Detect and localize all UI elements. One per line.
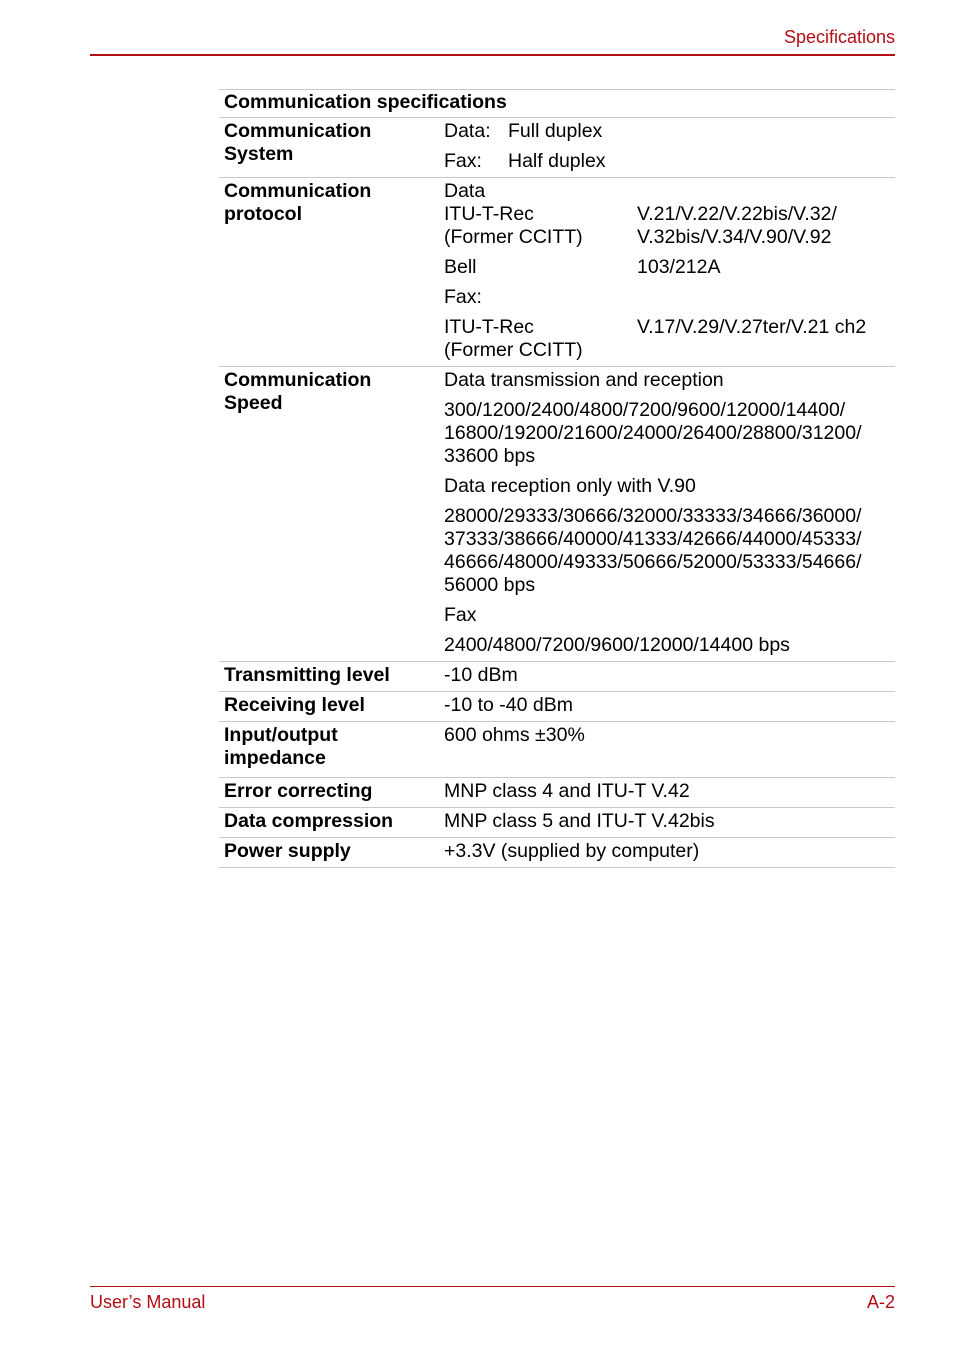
speed-line-3: Data reception only with V.90	[444, 475, 696, 497]
label-communication-system: Communication System	[224, 120, 372, 165]
speed-line-1: Data transmission and reception	[444, 369, 724, 391]
label-power-supply: Power supply	[224, 840, 351, 862]
label-input-output-impedance: Input/output impedance	[224, 724, 338, 769]
value-communication-system	[444, 120, 895, 173]
value-error-correcting: MNP class 4 and ITU-T V.42	[444, 780, 690, 802]
label-data-compression: Data compression	[224, 810, 394, 832]
row-transmitting-level	[219, 662, 895, 692]
spec-table	[219, 89, 895, 868]
protocol-itu-key: ITU-T-Rec (Former CCITT)	[444, 203, 583, 248]
label-communication-protocol: Communication protocol	[224, 180, 372, 225]
value-communication-protocol	[444, 180, 895, 362]
value-transmitting-level: -10 dBm	[444, 664, 518, 686]
running-header: Specifications	[783, 27, 895, 47]
row-input-output-impedance	[219, 722, 895, 778]
protocol-itu-pair	[444, 203, 895, 249]
system-data-key: Data:	[444, 120, 491, 142]
value-input-output-impedance: 600 ohms ±30%	[444, 724, 585, 746]
protocol-fax-itu-pair	[444, 316, 895, 362]
protocol-fax-head: Fax:	[444, 286, 482, 308]
value-power-supply: +3.3V (supplied by computer)	[444, 840, 700, 862]
speed-line-2: 300/1200/2400/4800/7200/9600/12000/14400/ 16800/19200/21600/24000/26400/28800/31200/ 33600 bps	[444, 399, 862, 467]
protocol-data-head: Data	[444, 180, 486, 202]
footer-rule	[90, 1286, 895, 1287]
system-fax-value: Half duplex	[508, 150, 606, 172]
row-data-compression	[219, 808, 895, 838]
label-error-correcting: Error correcting	[224, 780, 373, 802]
footer-manual-title: User’s Manual	[90, 1292, 206, 1312]
speed-line-4: 28000/29333/30666/32000/33333/34666/36000/ 37333/38666/40000/41333/42666/44000/45333/ 46666/48000/49333/50666/52000/53333/54666/ 56000 bps	[444, 505, 862, 596]
protocol-bell-value: 103/212A	[637, 256, 721, 278]
page-number: A-2	[866, 1292, 895, 1312]
row-communication-protocol	[219, 178, 895, 367]
row-receiving-level	[219, 692, 895, 722]
value-data-compression: MNP class 5 and ITU-T V.42bis	[444, 810, 715, 832]
value-communication-speed	[444, 369, 895, 657]
protocol-itu-value: V.21/V.22/V.22bis/V.32/ V.32bis/V.34/V.90/V.92	[637, 203, 837, 248]
row-communication-system	[219, 118, 895, 178]
table-title-row	[219, 90, 895, 118]
label-transmitting-level: Transmitting level	[224, 664, 390, 686]
row-power-supply	[219, 838, 895, 868]
speed-line-5: Fax	[444, 604, 477, 626]
system-fax-pair	[444, 150, 895, 173]
label-receiving-level: Receiving level	[224, 694, 365, 716]
row-communication-speed	[219, 367, 895, 662]
protocol-bell-key: Bell	[444, 256, 477, 278]
value-receiving-level: -10 to -40 dBm	[444, 694, 573, 716]
system-data-pair	[444, 120, 895, 143]
table-title: Communication specifications	[224, 91, 507, 113]
header-rule	[90, 54, 895, 56]
speed-line-6: 2400/4800/7200/9600/12000/14400 bps	[444, 634, 790, 656]
system-fax-key: Fax:	[444, 150, 482, 172]
system-data-value: Full duplex	[508, 120, 603, 142]
label-communication-speed: Communication Speed	[224, 369, 372, 414]
protocol-fax-itu-value: V.17/V.29/V.27ter/V.21 ch2	[637, 316, 867, 338]
protocol-fax-itu-key: ITU-T-Rec (Former CCITT)	[444, 316, 583, 361]
row-error-correcting	[219, 778, 895, 808]
protocol-bell-pair	[444, 256, 895, 279]
